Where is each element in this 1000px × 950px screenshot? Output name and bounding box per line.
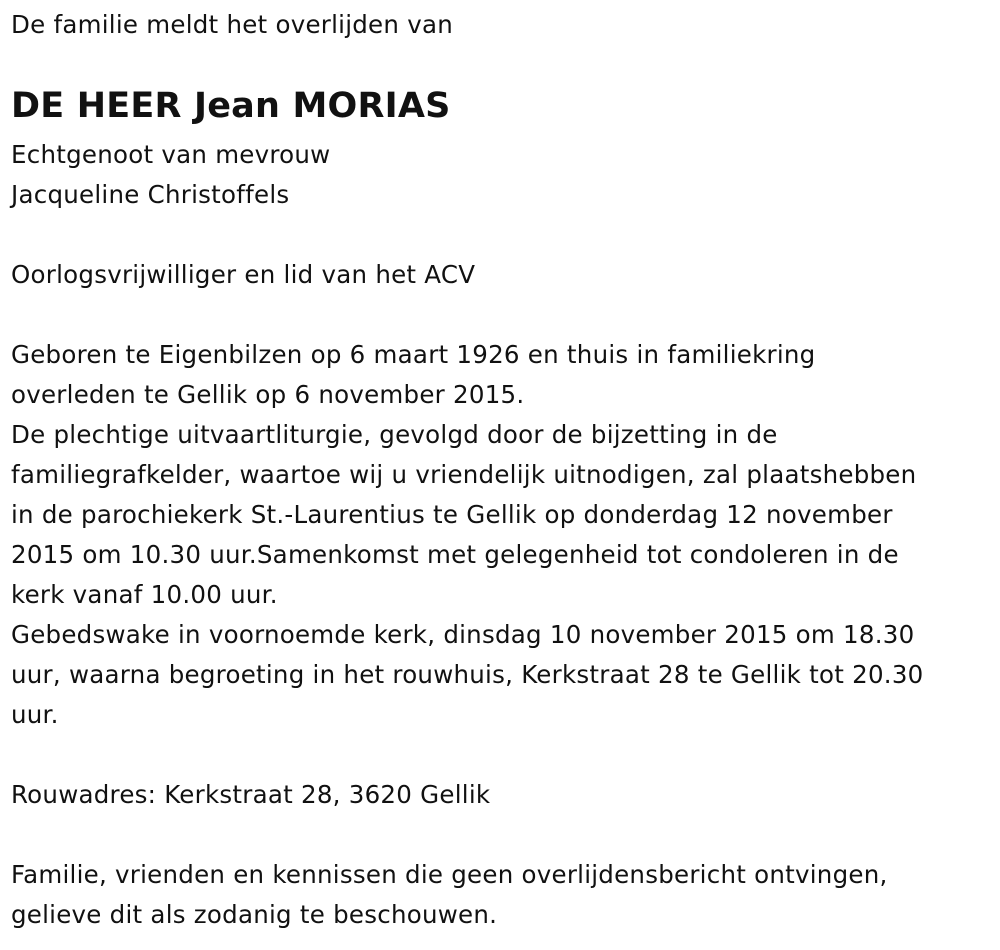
- details-line: De plechtige uitvaartliturgie, gevolgd door de bijzetting in de: [11, 420, 778, 449]
- mourning-address: Rouwadres: Kerkstraat 28, 3620 Gellik: [11, 780, 491, 809]
- details-line: kerk vanaf 10.00 uur.: [11, 580, 278, 609]
- details-line: overleden te Gellik op 6 november 2015.: [11, 380, 525, 409]
- address-block: [11, 775, 490, 815]
- details-line: 2015 om 10.30 uur.Samenkomst met gelegenheid tot condoleren in de: [11, 540, 899, 569]
- details-line: uur, waarna begroeting in het rouwhuis, Kerkstraat 28 te Gellik tot 20.30: [11, 660, 924, 689]
- details-line: in de parochiekerk St.-Laurentius te Gellik op donderdag 12 november: [11, 500, 893, 529]
- details-line: Geboren te Eigenbilzen op 6 maart 1926 en thuis in familiekring: [11, 340, 816, 369]
- role-text: Oorlogsvrijwilliger en lid van het ACV: [11, 260, 476, 289]
- role-block: [11, 255, 475, 295]
- spouse-line: Jacqueline Christoffels: [11, 180, 290, 209]
- spouse-block: [11, 135, 330, 215]
- notice-block: [11, 855, 888, 935]
- details-block: [11, 335, 924, 735]
- notice-line: Familie, vrienden en kennissen die geen overlijdensbericht ontvingen,: [11, 860, 888, 889]
- spouse-line: Echtgenoot van mevrouw: [11, 140, 331, 169]
- details-line: uur.: [11, 700, 59, 729]
- details-line: familiegrafkelder, waartoe wij u vriendelijk uitnodigen, zal plaatshebben: [11, 460, 917, 489]
- deceased-name: DE HEER Jean MORIAS: [11, 86, 451, 126]
- details-line: Gebedswake in voornoemde kerk, dinsdag 10 november 2015 om 18.30: [11, 620, 915, 649]
- notice-line: gelieve dit als zodanig te beschouwen.: [11, 900, 498, 929]
- intro-text: De familie meldt het overlijden van: [11, 10, 453, 39]
